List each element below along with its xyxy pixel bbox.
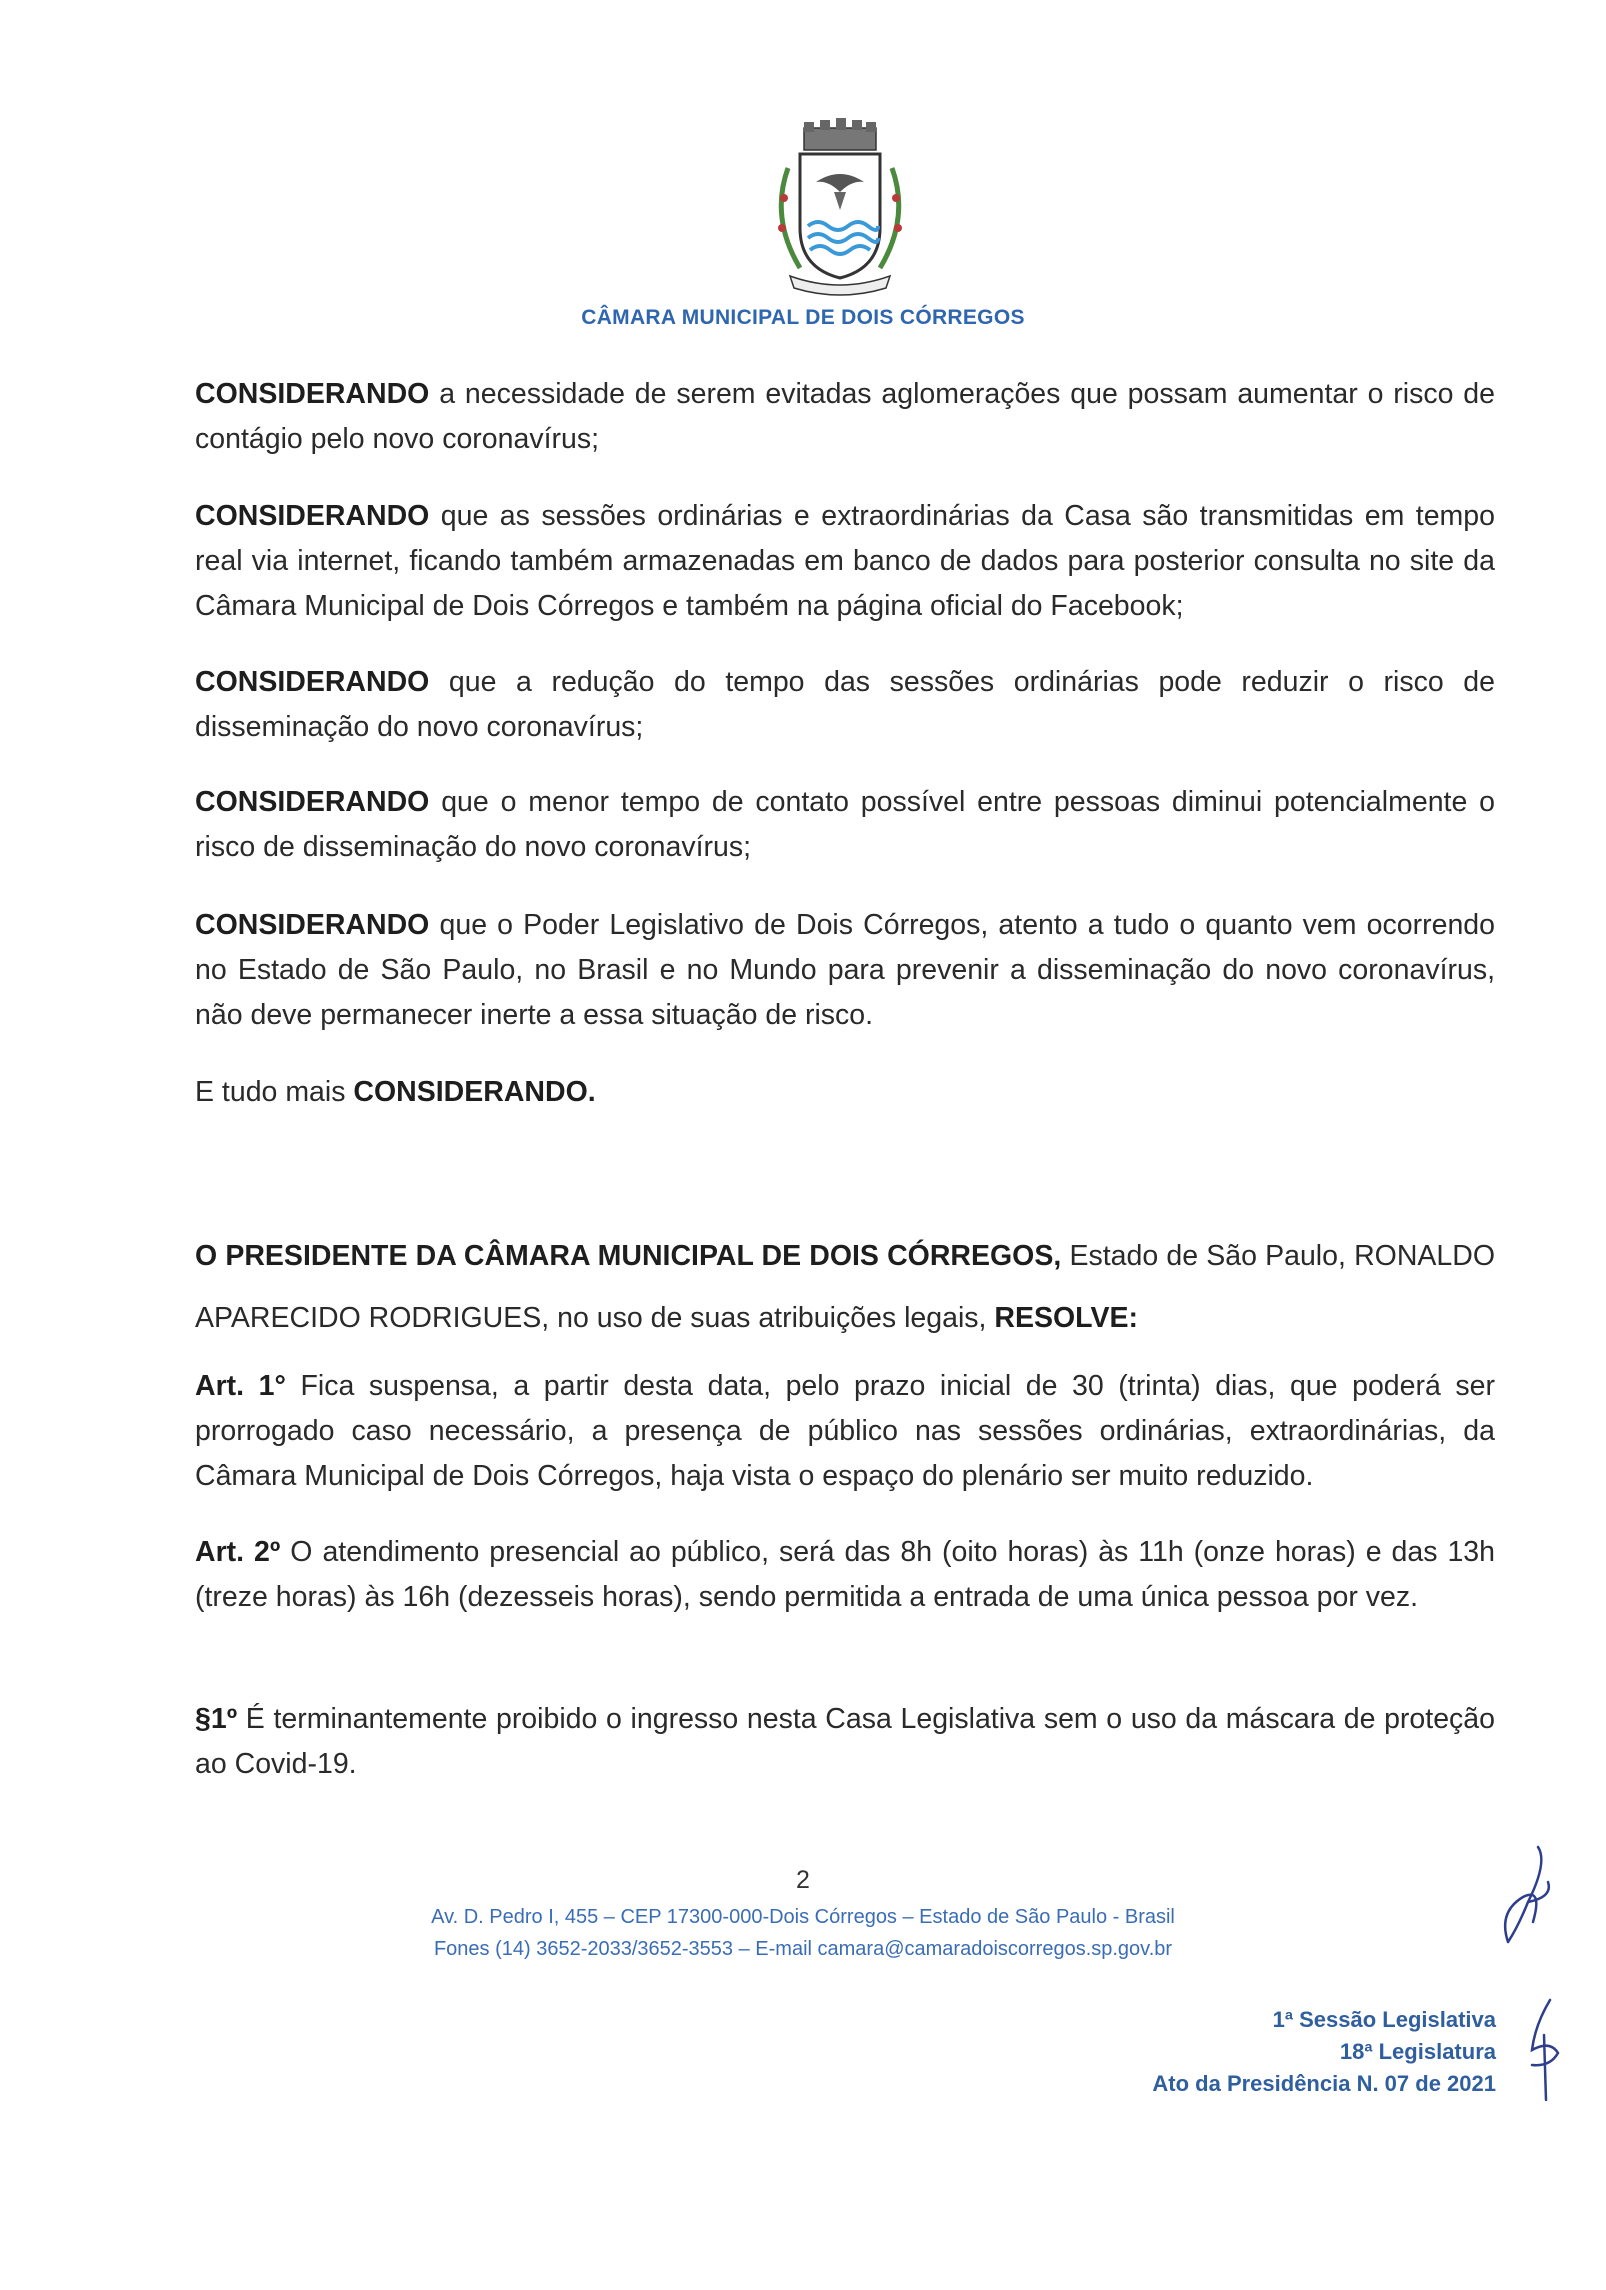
article-text: Fica suspensa, a partir desta data, pelo prazo inicial de 30 (trinta) dias, que poderá ser prorrogado caso necessário, a presença de público nas sessões ordinárias, extraordinárias, da Câmara Municipal de Dois Córregos, haja vista o espaço do plenário ser muito reduzido. xyxy=(195,1370,1495,1492)
session-info xyxy=(1152,2004,1496,2100)
footer-phones: Fones (14) 3652-2033/3652-3553 – E-mail camara@camaradoiscorregos.sp.gov.br xyxy=(433,1938,1173,1960)
article-label: Art. 2º xyxy=(195,1536,281,1568)
consideration-paragraph xyxy=(195,494,1495,629)
legislature-line: 18ª Legislatura xyxy=(1339,2039,1496,2064)
paragraph-section-label: §1º xyxy=(195,1703,238,1735)
closing-prefix: E tudo mais xyxy=(195,1076,354,1108)
resolution-lead: O PRESIDENTE DA CÂMARA MUNICIPAL DE DOIS CÓRREGOS, xyxy=(195,1240,1062,1272)
resolve-label: RESOLVE: xyxy=(994,1302,1138,1334)
consideration-label: CONSIDERANDO xyxy=(195,500,430,532)
closing-consideration xyxy=(195,1070,1495,1115)
consideration-paragraph xyxy=(195,780,1495,870)
resolution-text: Estado de São Paulo, RONALDO APARECIDO RODRIGUES, no uso de suas atribuições legais, xyxy=(195,1240,1496,1334)
consideration-label: CONSIDERANDO xyxy=(195,909,430,941)
consideration-text: a necessidade de serem evitadas aglomerações que possam aumentar o risco de contágio pelo novo coronavírus; xyxy=(195,378,1495,455)
consideration-text: que a redução do tempo das sessões ordinárias pode reduzir o risco de disseminação do novo coronavírus; xyxy=(195,666,1495,743)
initials-mark xyxy=(1520,1995,1570,2105)
municipal-coat-of-arms-icon xyxy=(760,118,920,300)
closing-label: CONSIDERANDO. xyxy=(353,1076,596,1108)
resolution-paragraph xyxy=(195,1225,1495,1349)
session-line: 1ª Sessão Legislativa xyxy=(1272,2007,1496,2032)
act-line: Ato da Presidência N. 07 de 2021 xyxy=(1152,2071,1496,2096)
paragraph-section xyxy=(195,1697,1495,1787)
consideration-paragraph xyxy=(195,903,1495,1038)
signature-mark xyxy=(1488,1842,1568,1952)
page-number: 2 xyxy=(796,1866,810,1894)
footer-address: Av. D. Pedro I, 455 – CEP 17300-000-Dois Córregos – Estado de São Paulo - Brasil xyxy=(431,1906,1175,1928)
article-text: O atendimento presencial ao público, será das 8h (oito horas) às 11h (onze horas) e das 13h (treze horas) às 16h (dezesseis horas), sendo permitida a entrada de uma única pessoa por vez. xyxy=(195,1536,1496,1613)
consideration-text: que o menor tempo de contato possível entre pessoas diminui potencialmente o risco de disseminação do novo coronavírus; xyxy=(195,786,1495,863)
consideration-label: CONSIDERANDO xyxy=(195,378,430,410)
consideration-paragraph xyxy=(195,660,1495,750)
consideration-text: que as sessões ordinárias e extraordinárias da Casa são transmitidas em tempo real via internet, ficando também armazenadas em banco de dados para posterior consulta no site da Câmara Municipal de Dois Córregos e também na página oficial do Facebook; xyxy=(195,500,1495,622)
article-label: Art. 1° xyxy=(195,1370,286,1402)
chamber-name: CÂMARA MUNICIPAL DE DOIS CÓRREGOS xyxy=(581,306,1025,329)
paragraph-section-text: É terminantemente proibido o ingresso nesta Casa Legislativa sem o uso da máscara de proteção ao Covid-19. xyxy=(195,1703,1495,1780)
consideration-label: CONSIDERANDO xyxy=(195,786,430,818)
consideration-paragraph xyxy=(195,372,1495,462)
article-paragraph xyxy=(195,1530,1495,1620)
consideration-text: que o Poder Legislativo de Dois Córregos, atento a tudo o quanto vem ocorrendo no Estado de São Paulo, no Brasil e no Mundo para prevenir a disseminação do novo coronavírus, não deve permanecer inerte a essa situação de risco. xyxy=(195,909,1495,1031)
consideration-label: CONSIDERANDO xyxy=(195,666,430,698)
article-paragraph xyxy=(195,1364,1495,1499)
